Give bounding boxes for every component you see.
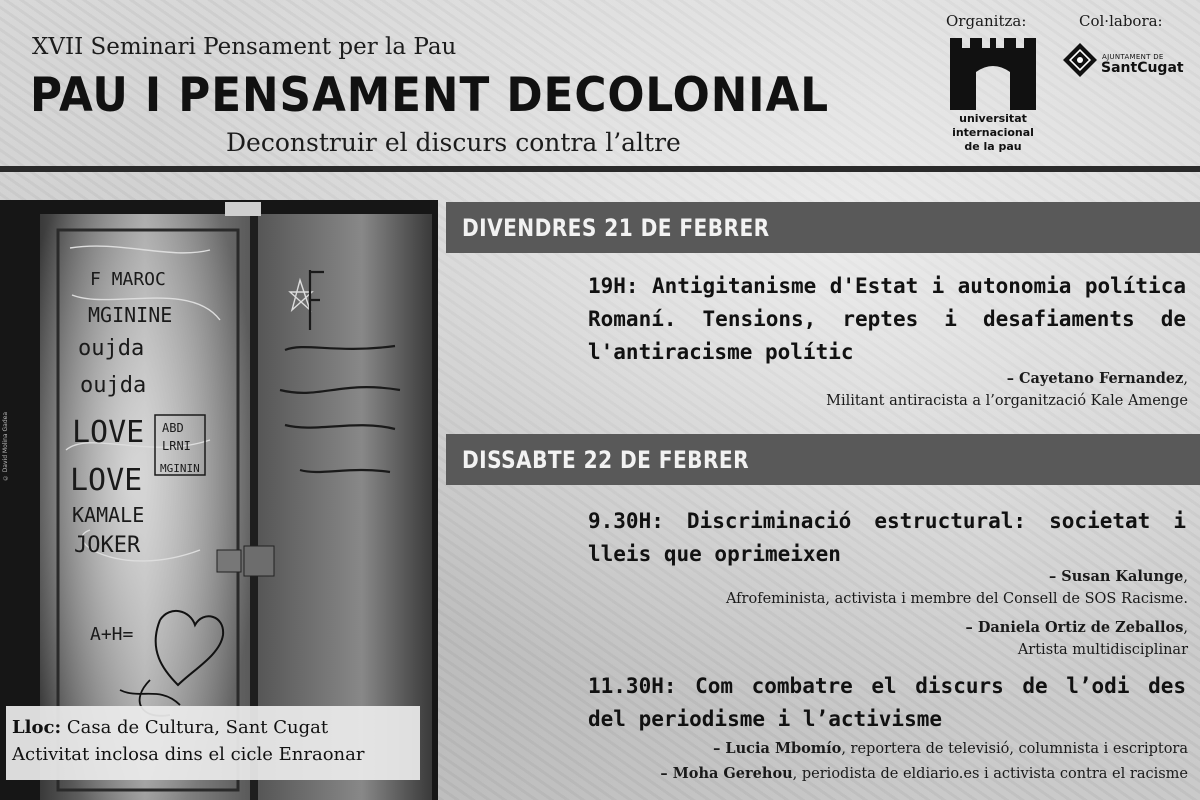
svg-text:MGININ: MGININ bbox=[160, 462, 200, 475]
venue-place: Lloc: Casa de Cultura, Sant Cugat bbox=[12, 717, 329, 738]
venue-box bbox=[6, 706, 420, 780]
seminar-title: XVII Seminari Pensament per la Pau bbox=[32, 34, 457, 60]
speaker-role: Militant antiracista a l’organització Kale Amenge bbox=[826, 393, 1188, 409]
speaker-line: – Moha Gerehou, periodista de eldiario.es i activista contra el racisme bbox=[660, 765, 1188, 782]
svg-text:F MAROC: F MAROC bbox=[90, 269, 166, 290]
day-title: DISSABTE 22 DE FEBRER bbox=[462, 446, 750, 474]
svg-text:JOKER: JOKER bbox=[74, 533, 141, 558]
day-banner-friday bbox=[446, 202, 1200, 253]
uip-logo-text: universitat internacional de la pau bbox=[952, 112, 1034, 153]
speaker-line: – Lucia Mbomío, reportera de televisió, columnista i escriptora bbox=[713, 740, 1188, 757]
photo-credit: © David Molina Gadea bbox=[2, 412, 9, 482]
venue-note: Activitat inclosa dins el cicle Enraonar bbox=[12, 744, 365, 765]
svg-text:KAMALE: KAMALE bbox=[72, 503, 145, 527]
svg-text:LOVE: LOVE bbox=[72, 415, 145, 450]
speaker-name: – Susan Kalunge, bbox=[1048, 568, 1188, 585]
day-title: DIVENDRES 21 DE FEBRER bbox=[462, 214, 770, 242]
svg-text:ABD: ABD bbox=[162, 421, 184, 435]
main-title: PAU I PENSAMENT DECOLONIAL bbox=[30, 68, 830, 123]
header bbox=[0, 0, 1200, 166]
speaker-name: – Cayetano Fernandez, bbox=[1006, 370, 1188, 387]
speaker-role: Artista multidisciplinar bbox=[1017, 642, 1188, 658]
session-title: 11.30H: Com combatre el discurs de l’odi des del periodisme i l’activisme bbox=[588, 674, 1186, 731]
speaker-name: – Daniela Ortiz de Zeballos, bbox=[965, 619, 1188, 636]
svg-text:LRNI: LRNI bbox=[162, 439, 191, 453]
uip-castle-logo-icon bbox=[950, 38, 1036, 110]
svg-text:LOVE: LOVE bbox=[70, 463, 143, 498]
subtitle: Deconstruir el discurs contra l’altre bbox=[226, 128, 681, 157]
collabora-label: Col·labora: bbox=[1079, 12, 1163, 30]
header-divider bbox=[0, 166, 1200, 172]
day-banner-saturday bbox=[446, 434, 1200, 485]
session-title: 19H: Antigitanisme d'Estat i autonomia política Romaní. Tensions, reptes i desafiaments de l'antiracisme polític bbox=[588, 274, 1186, 364]
svg-text:A+H=: A+H= bbox=[90, 624, 134, 645]
svg-text:oujda: oujda bbox=[80, 373, 147, 398]
sant-cugat-logo-icon bbox=[1062, 42, 1098, 78]
organitza-label: Organitza: bbox=[946, 12, 1027, 30]
session-title: 9.30H: Discriminació estructural: societat i lleis que oprimeixen bbox=[588, 509, 1186, 566]
svg-text:MGININE: MGININE bbox=[88, 303, 173, 327]
sant-cugat-label: SantCugat bbox=[1101, 60, 1184, 76]
speaker-role: Afrofeminista, activista i membre del Consell de SOS Racisme. bbox=[725, 591, 1188, 607]
ajuntament-label: AJUNTAMENT DE bbox=[1102, 53, 1164, 61]
svg-text:oujda: oujda bbox=[78, 336, 145, 361]
